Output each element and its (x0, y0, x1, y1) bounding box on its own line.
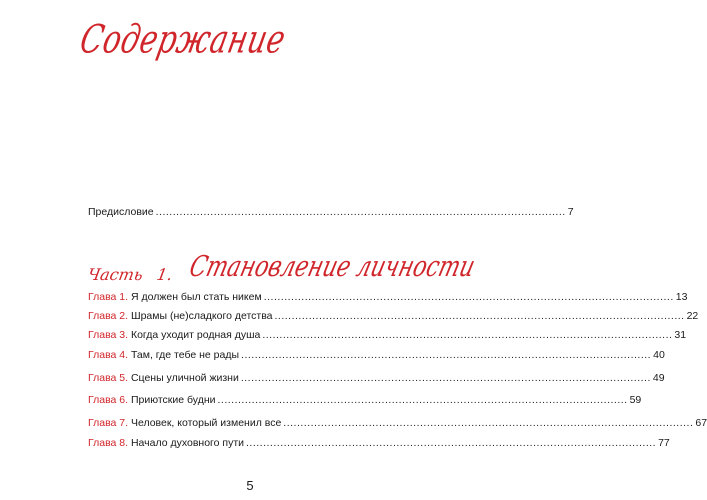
toc-title: Содержание (76, 16, 290, 62)
chapter-page: 59 (629, 394, 642, 406)
part-number: 1. (155, 265, 174, 284)
chapter-name: Человек, который изменил все (130, 417, 282, 429)
part-heading (86, 248, 479, 284)
preface-page: 7 (567, 206, 574, 218)
chapter-page: 40 (653, 349, 665, 361)
chapter-name: Когда уходит родная душа (130, 329, 261, 341)
chapter-name: Начало духовного пути (130, 437, 245, 449)
toc-chapter-row[interactable] (88, 369, 665, 385)
chapter-name: Шрамы (не)сладкого детства (130, 310, 273, 322)
dot-leader: ........................................................................................................................ (262, 329, 673, 341)
dot-leader: ........................................................................................................................ (240, 372, 651, 384)
dot-leader: ........................................................................................................................ (217, 394, 628, 406)
chapter-label: Глава 4. (88, 349, 129, 361)
chapter-page: 67 (695, 417, 707, 429)
chapter-label: Глава 2. (88, 310, 129, 322)
chapter-page: 77 (658, 437, 670, 449)
dot-leader: ........................................................................................................................ (241, 349, 652, 361)
dot-leader: ........................................................................................................................ (246, 437, 657, 449)
chapter-label: Глава 5. (88, 372, 129, 384)
toc-chapter-row[interactable] (88, 346, 665, 362)
toc-chapter-row[interactable] (88, 307, 699, 323)
chapter-label: Глава 7. (88, 417, 129, 429)
chapter-name: Там, где тебе не рады (130, 349, 240, 361)
toc-chapter-row[interactable] (88, 326, 687, 342)
toc-chapter-row[interactable] (88, 288, 688, 304)
chapter-name: Я должен был стать никем (130, 291, 262, 303)
toc-chapter-row[interactable] (88, 391, 642, 407)
chapter-label: Глава 8. (88, 437, 129, 449)
page-number: 5 (246, 478, 254, 493)
chapter-name: Приютские будни (130, 394, 216, 406)
chapter-page: 31 (674, 329, 687, 341)
chapter-name: Сцены уличной жизни (130, 372, 239, 384)
toc-chapter-row[interactable] (88, 434, 670, 450)
chapter-label: Глава 3. (88, 329, 129, 341)
part-label: Часть (86, 265, 145, 284)
part-title: Становление личности (186, 251, 479, 284)
chapter-label: Глава 1. (88, 291, 129, 303)
dot-leader: ........................................................................................................................ (283, 417, 694, 429)
dot-leader: ........................................................................................................................ (155, 206, 566, 218)
chapter-label: Глава 6. (88, 394, 129, 406)
dot-leader: ........................................................................................................................ (263, 291, 674, 303)
chapter-page: 22 (686, 310, 699, 322)
toc-chapter-row[interactable] (88, 414, 707, 430)
chapter-page: 49 (652, 372, 665, 384)
chapter-page: 13 (675, 291, 688, 303)
dot-leader: ........................................................................................................................ (274, 310, 685, 322)
toc-preface-row[interactable] (88, 203, 574, 219)
preface-name: Предисловие (88, 206, 154, 218)
